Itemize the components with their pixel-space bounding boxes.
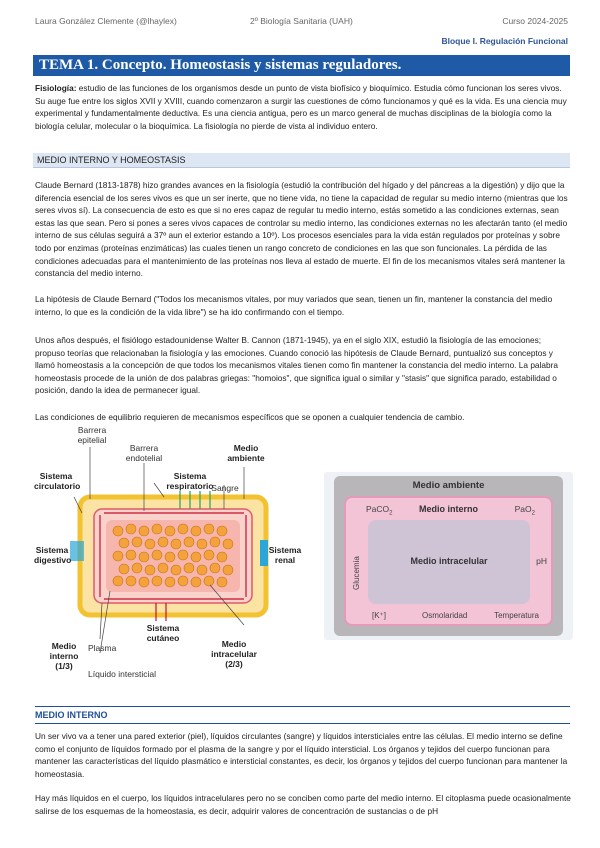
block-title: Bloque I. Regulación Funcional bbox=[441, 36, 568, 46]
label-plasma: Plasma bbox=[88, 643, 117, 653]
ph-label: pH bbox=[536, 556, 547, 566]
course-year: Curso 2024-2025 bbox=[502, 16, 568, 26]
medio-ambiente-title: Medio ambiente bbox=[412, 480, 485, 491]
intro-paragraph bbox=[35, 82, 572, 132]
page-header bbox=[35, 16, 568, 28]
paragraph-hipotesis: La hipótesis de Claude Bernard ("Todos los mecanismos vitales, por muy variados que sean, tienen un fin, mantener la constancia del medio interno, lo que es la condición de la vida libre") se ha ido confirmando con el tiempo. bbox=[35, 294, 553, 317]
label-medio-ambiente: Medio ambiente bbox=[227, 443, 265, 463]
paragraph-medio-interno: Un ser vivo va a tener una pared exterior (piel), líquidos circulantes (sangre) y líquidos intersticiales entre las células. El medio interno se define como el conjunto de líquidos formado por el plasma de la sangre y por el líquido intersticial. Los órganos y tejidos del cuerpo funcionan para mantener las características del líquido plasmático e intersticial constantes, es decir, los órganos y tejidos del cuerpo funcionan para mantener la homeostasia. bbox=[35, 731, 568, 779]
internal-medium-diagram bbox=[34, 425, 300, 681]
label-sangre: Sangre bbox=[211, 483, 239, 493]
label-barrera-epitelial: Barrera epitelial bbox=[77, 425, 107, 445]
medio-ambiente-box bbox=[334, 476, 563, 636]
paragraph-liquidos-intracelulares: Hay más líquidos en el cuerpo, los líquidos intracelulares pero no se conciben como parte del medio interno. El citoplasma puede ocasionalmente salirse de los esquemas de la homeostasia, es decir, adquirir valores de concentración de sustancias o de pH bbox=[35, 793, 571, 816]
medio-interno-title: Medio interno bbox=[419, 504, 478, 514]
k-label: [K⁺] bbox=[372, 611, 387, 620]
paragraph-bernard: Claude Bernard (1813-1878) hizo grandes avances en la fisiología (estudió la contribución del hígado y del páncreas a la digestión) y dijo que la diferencia esencial de los seres vivos es que un ser inerte, que no tiene vida, no tiene la capacidad de regular su medio interno (mientras que los seres vivos sí). La consecuencia de esto es que si no eres capaz de regular tu medio interno, estás sometido a las condiciones externas, sean estas las que sean. Pero si pones a seres vivos capaces de controlar su medio interno, las condiciones externas no les afectarán tanto (el medio interno de sus células seguirá a 37º aun el exterior estando a 10º). Los procesos esenciales para la vida están regulados por proteínas y sobre todo por enzimas (proteínas enzimáticas) las cuales tienen un rango concreto de condiciones en las que son funcionales. La pérdida de las condiciones adecuadas para el mantenimiento de las proteínas nos lleva al estado de muerte. El fin de los mecanismos vitales será mantener la constancia del medio interno. bbox=[35, 180, 568, 279]
intro-text: estudio de las funciones de los organismos desde un punto de vista biofísico y bioquímico. Estudia cómo funcionan los seres vivos. Su auge fue entre los siglos XVII y XVIII, cuando comenzaron a surgir las cuestiones de cómo funcionamos y qué es la vida. Es una ciencia muy experimental y fundamentalmente deductiva. Es una ciencia antigua, pero es un marco general de muchas disciplinas de la biología como la biología celular, molecular o la bioquímica. La fisiología no pierde de vista al individuo entero. bbox=[35, 83, 567, 131]
author: Laura González Clemente (@lhaylex) bbox=[35, 16, 177, 26]
pao2-label: PaO$_2$ bbox=[514, 504, 535, 517]
paragraph-cannon: Unos años después, el fisiólogo estadounidense Walter B. Cannon (1871-1945), ya en el siglo XIX, estudió la fisiología de las emociones; propuso teorías que relacionaban la fisiología y las emociones. Cuando conoció las hipótesis de Claude Bernard, puntualizó sus conceptos y llamó homeostasis a la concepción de que todos los mecanismos vitales tienen como fin mantener la constancia del medio interno. La palabra homeostasis procede de la unión de dos palabras griegas: "homoios", que significa igual o similar y "stasis" que significa parado, estabilidad o posición, dando la idea de permanecer igual. bbox=[35, 335, 558, 396]
intro-term: Fisiología: bbox=[35, 83, 77, 93]
medio-interno-box bbox=[344, 496, 553, 626]
label-sistema-circulatorio: Sistema circulatorio bbox=[34, 471, 81, 491]
label-liquido-intersticial: Líquido intersticial bbox=[88, 669, 157, 679]
label-sistema-digestivo: Sistema digestivo bbox=[34, 545, 72, 565]
section-divider-bottom bbox=[35, 723, 570, 724]
label-sistema-respiratorio: Sistema respiratorio bbox=[166, 471, 214, 491]
paco2-label: PaCO$_2$ bbox=[366, 504, 393, 517]
page-title: TEMA 1. Concepto. Homeostasis y sistemas reguladores. bbox=[33, 55, 570, 76]
section-heading-medio-interno: MEDIO INTERNO bbox=[35, 710, 108, 720]
medio-intracelular-box bbox=[368, 520, 530, 604]
osmolaridad-label: Osmolaridad bbox=[422, 611, 468, 620]
medio-intracelular-title: Medio intracelular bbox=[410, 556, 488, 566]
homeostasis-diagram bbox=[324, 472, 573, 640]
section-divider-top bbox=[35, 706, 570, 707]
temperatura-label: Temperatura bbox=[494, 611, 539, 620]
label-medio-intracelular: Medio intracelular (2/3) bbox=[211, 639, 257, 669]
course-name: 2º Biología Sanitaria (UAH) bbox=[250, 16, 353, 26]
glucemia-label: Glucemia bbox=[352, 556, 361, 590]
label-barrera-endotelial: Barrera endotelial bbox=[125, 443, 163, 463]
label-sistema-cutaneo: Sistema cutáneo bbox=[146, 623, 180, 643]
label-medio-interno: Medio interno (1/3) bbox=[49, 641, 79, 671]
label-sistema-renal: Sistema renal bbox=[268, 545, 302, 565]
section-heading-homeostasis: MEDIO INTERNO Y HOMEOSTASIS bbox=[33, 153, 570, 168]
paragraph-equilibrio: Las condiciones de equilibrio requieren de mecanismos específicos que se oponen a cualquier tendencia de cambio. bbox=[35, 412, 465, 422]
